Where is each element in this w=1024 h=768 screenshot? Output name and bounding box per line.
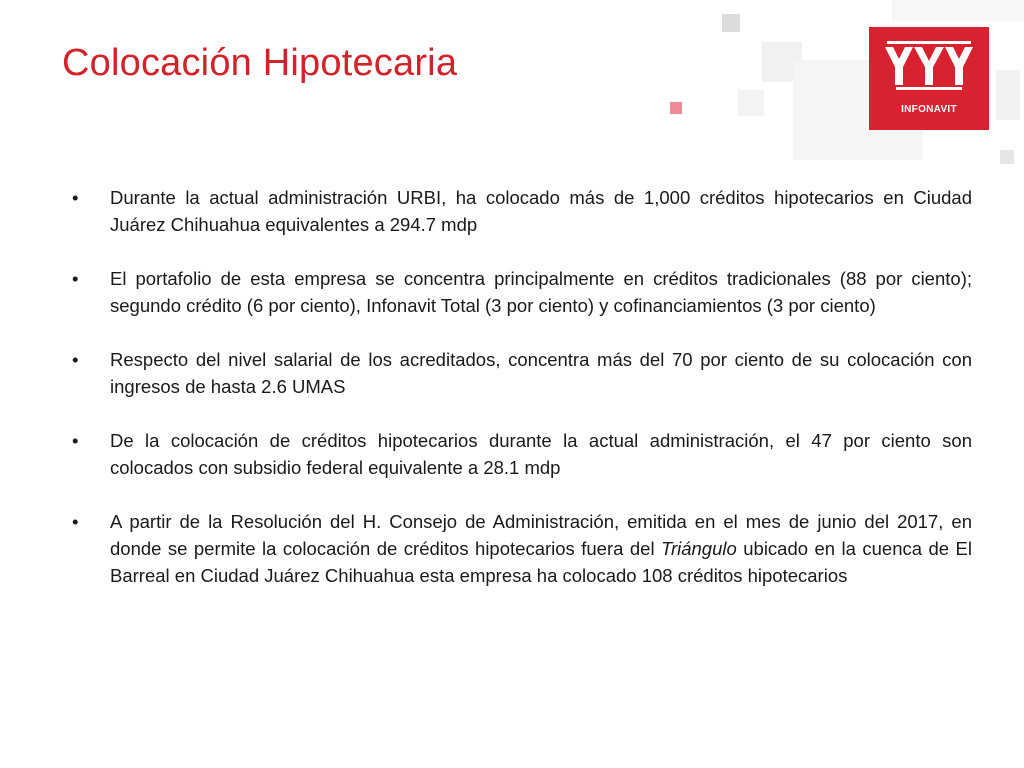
decorative-square — [722, 14, 740, 32]
bullet-item — [62, 427, 972, 481]
bullet-symbol: • — [72, 430, 79, 451]
bullet-text-part: ubicado en la cuenca de El Barreal en Ciudad Juárez Chihuahua esta empresa ha colocado 108 créditos hipotecarios — [110, 538, 972, 586]
bullet-symbol: • — [72, 187, 79, 208]
bullet-item — [62, 265, 972, 319]
decorative-square — [996, 70, 1020, 120]
decorative-accent-square — [670, 102, 682, 114]
decorative-square — [1000, 150, 1014, 164]
bullet-item — [62, 508, 972, 589]
slide-title: Colocación Hipotecaria — [62, 42, 458, 84]
bullet-text: El portafolio de esta empresa se concentra principalmente en créditos tradicionales (88 por ciento); segundo crédito (6 por ciento), Infonavit Total (3 por ciento) y cofinanciamientos (3 por ciento) — [110, 268, 972, 316]
bullet-symbol: • — [72, 349, 79, 370]
bullet-text — [110, 511, 972, 586]
bullet-text-part: A partir de la Resolución del H. Consejo de Administración, emitida en el mes de junio del 2017, en donde se permite la colocación de créditos hipotecarios fuera del — [110, 511, 972, 559]
bullet-symbol: • — [72, 268, 79, 289]
infonavit-logo — [869, 27, 989, 130]
decorative-square — [738, 90, 764, 116]
infonavit-logo-icon — [883, 41, 975, 101]
bullet-symbol: • — [72, 511, 79, 532]
decorative-square — [892, 0, 1024, 22]
bullet-text: De la colocación de créditos hipotecarios durante la actual administración, el 47 por ciento son colocados con subsidio federal equivalente a 28.1 mdp — [110, 430, 972, 478]
bullet-text: Respecto del nivel salarial de los acreditados, concentra más del 70 por ciento de su colocación con ingresos de hasta 2.6 UMAS — [110, 349, 972, 397]
bullet-text: Durante la actual administración URBI, ha colocado más de 1,000 créditos hipotecarios en Ciudad Juárez Chihuahua equivalentes a 294.7 mdp — [110, 187, 972, 235]
bullet-text-italic: Triángulo — [661, 538, 737, 559]
logo-text: INFONAVIT — [901, 104, 957, 115]
bullet-item — [62, 346, 972, 400]
bullet-list — [62, 184, 972, 616]
bullet-item — [62, 184, 972, 238]
